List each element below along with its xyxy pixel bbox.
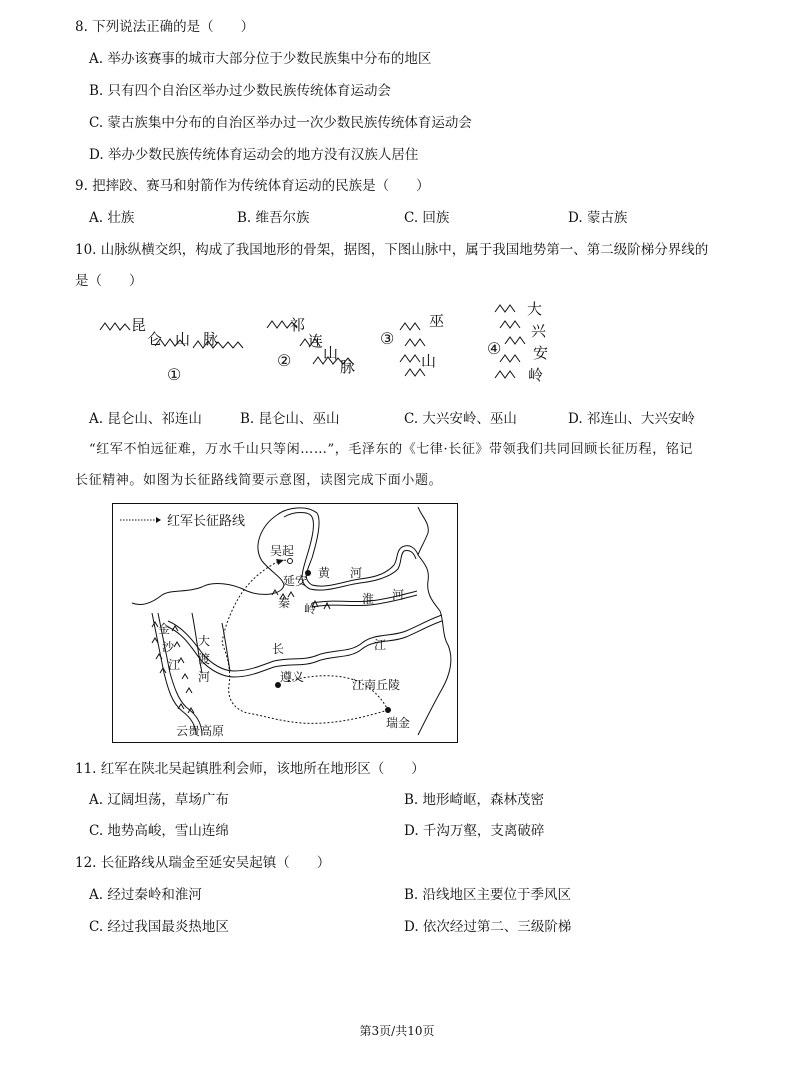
qilian-char-2: 连 bbox=[308, 332, 324, 350]
label-qin: 秦 bbox=[278, 596, 291, 610]
kunlun-figure bbox=[100, 316, 243, 384]
q12-option-a: A. 经过秦岭和淮河 bbox=[89, 887, 202, 903]
kunlun-number: ① bbox=[167, 365, 182, 384]
wushan-number: ③ bbox=[380, 329, 395, 348]
long-march-map bbox=[112, 503, 458, 743]
label-dadu-2: 渡 bbox=[198, 652, 211, 666]
mountain-symbol-icon bbox=[500, 321, 520, 328]
qilian-figure bbox=[267, 316, 355, 376]
daxinganling-figure bbox=[487, 300, 548, 384]
mountain-symbol-icon bbox=[400, 355, 420, 362]
label-ling: 岭 bbox=[304, 602, 317, 616]
label-dadu-3: 河 bbox=[198, 670, 211, 684]
q11-option-a: A. 辽阔坦荡，草场广布 bbox=[89, 792, 229, 808]
daxinganling-char-1: 大 bbox=[527, 300, 543, 318]
qilian-char-4: 脉 bbox=[340, 358, 356, 376]
label-zunyi: 遵义 bbox=[280, 670, 305, 684]
label-jiang2: 江 bbox=[168, 658, 181, 672]
mountain-symbol-icon bbox=[405, 339, 425, 346]
daxinganling-char-2: 兴 bbox=[531, 322, 547, 340]
label-chang: 长 bbox=[272, 642, 285, 656]
q12-option-c: C. 经过我国最炎热地区 bbox=[89, 919, 229, 935]
q9-option-b: B. 维吾尔族 bbox=[237, 210, 310, 226]
q8-option-b: B. 只有四个自治区举办过少数民族传统体育运动会 bbox=[89, 83, 392, 99]
q10-stem-line1: 10. 山脉纵横交织，构成了我国地形的骨架，据图，下图山脉中，属于我国地势第一、第二级阶梯分界线的 bbox=[75, 242, 709, 258]
mountain-symbol-icon bbox=[500, 355, 520, 362]
mountain-symbol-icon bbox=[405, 369, 425, 376]
mountain-range-figure bbox=[95, 300, 565, 392]
q12-option-d: D. 依次经过第二、三级阶梯 bbox=[404, 919, 572, 935]
daxinganling-char-3: 安 bbox=[533, 344, 549, 362]
label-jin: 金 bbox=[158, 622, 171, 636]
passage-line1: “红军不怕远征难，万水千山只等闲……”，毛泽东的《七律·长征》带领我们共同回顾长征历程，铭记 bbox=[89, 442, 694, 457]
label-he: 河 bbox=[350, 566, 363, 580]
label-jiangnan: 江南丘陵 bbox=[352, 678, 401, 692]
q10-option-d: D. 祁连山、大兴安岭 bbox=[568, 411, 695, 427]
q8-option-c: C. 蒙古族集中分布的自治区举办过一次少数民族传统体育运动会 bbox=[89, 115, 472, 131]
q9-option-a: A. 壮族 bbox=[89, 210, 135, 226]
wuqi-point bbox=[288, 559, 293, 564]
mountain-symbol-icon bbox=[100, 323, 130, 330]
daxinganling-char-4: 岭 bbox=[528, 366, 544, 384]
kunlun-char-3: 山 bbox=[175, 330, 191, 348]
mountain-symbol-icon bbox=[495, 305, 515, 312]
q11-option-d: D. 千沟万壑，支离破碎 bbox=[404, 823, 545, 839]
wushan-figure bbox=[380, 312, 444, 376]
q10-option-b: B. 昆仑山、巫山 bbox=[240, 411, 340, 427]
ruijin-point bbox=[385, 707, 391, 713]
q10-stem-line2: 是（ ） bbox=[75, 273, 143, 289]
q11-option-b: B. 地形崎岖，森林茂密 bbox=[404, 792, 545, 808]
q10-option-a: A. 昆仑山、祁连山 bbox=[89, 411, 202, 427]
wushan-char-2: 山 bbox=[421, 352, 437, 370]
qilian-char-1: 祁 bbox=[290, 316, 306, 334]
legend-label: 红军长征路线 bbox=[167, 514, 246, 529]
page-number: 第3页/共10页 bbox=[359, 1024, 435, 1038]
label-sha: 沙 bbox=[162, 640, 175, 654]
q12-option-b: B. 沿线地区主要位于季风区 bbox=[404, 887, 572, 903]
wushan-char-1: 巫 bbox=[429, 312, 445, 330]
q8-option-d: D. 举办少数民族传统体育运动会的地方没有汉族人居住 bbox=[89, 147, 419, 163]
label-huai: 淮 bbox=[362, 592, 375, 606]
kunlun-char-4: 脉 bbox=[203, 330, 219, 348]
q11-stem: 11. 红军在陕北吴起镇胜利会师，该地所在地形区（ ） bbox=[75, 761, 425, 777]
q10-option-c: C. 大兴安岭、巫山 bbox=[404, 411, 517, 427]
q11-option-c: C. 地势高峻，雪山连绵 bbox=[89, 823, 229, 839]
q12-stem: 12. 长征路线从瑞金至延安吴起镇（ ） bbox=[75, 855, 331, 871]
mountain-symbol-icon bbox=[495, 371, 515, 378]
mountain-symbol-icon bbox=[505, 337, 525, 344]
passage-line2: 长征精神。如图为长征路线简要示意图，读图完成下面小题。 bbox=[75, 473, 443, 488]
label-jiang: 江 bbox=[374, 638, 387, 652]
q9-option-d: D. 蒙古族 bbox=[568, 210, 628, 226]
qilian-number: ② bbox=[277, 351, 292, 370]
mountain-symbol-icon bbox=[400, 323, 420, 330]
q9-stem: 9. 把摔跤、赛马和射箭作为传统体育运动的民族是（ ） bbox=[75, 178, 430, 194]
label-huaihe: 河 bbox=[392, 588, 405, 602]
label-wuqi: 吴起 bbox=[270, 544, 295, 558]
q9-option-c: C. 回族 bbox=[404, 210, 450, 226]
label-huang: 黄 bbox=[318, 566, 331, 580]
q8-option-a: A. 举办该赛事的城市大部分位于少数民族集中分布的地区 bbox=[89, 51, 432, 67]
daxinganling-number: ④ bbox=[487, 339, 502, 358]
q8-stem: 8. 下列说法正确的是（ ） bbox=[75, 19, 255, 35]
kunlun-char-1: 昆 bbox=[131, 316, 147, 334]
label-ruijin: 瑞金 bbox=[386, 716, 411, 730]
label-yanan: 延安 bbox=[283, 574, 308, 588]
kunlun-char-2: 仑 bbox=[147, 330, 163, 348]
qilian-char-3: 山 bbox=[323, 344, 339, 362]
label-dadu-1: 大 bbox=[198, 634, 211, 648]
label-yungui: 云贵高原 bbox=[176, 724, 225, 738]
